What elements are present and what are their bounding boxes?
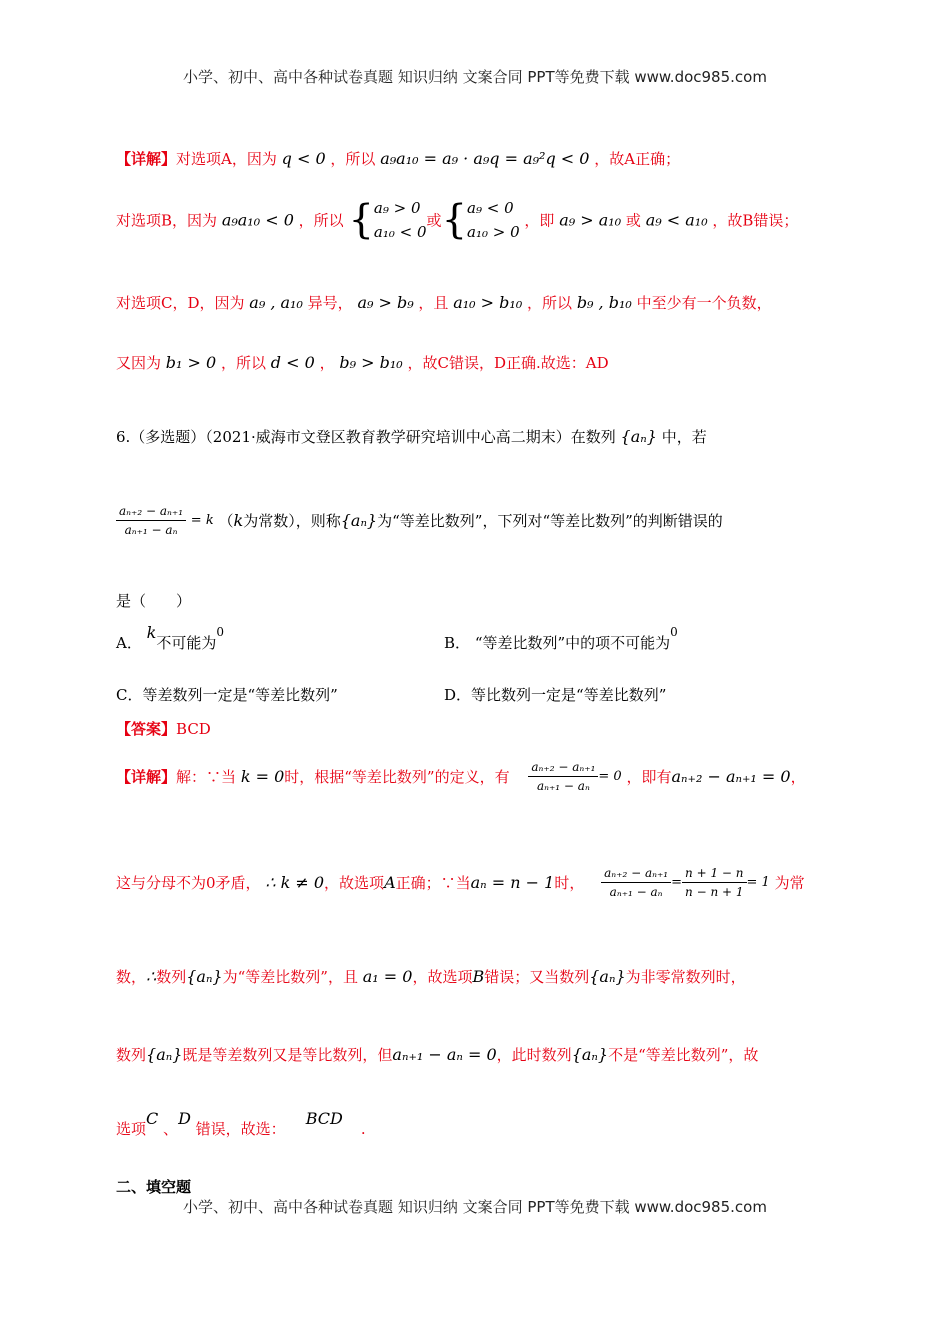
system-1: a₉ > 0 a₁₀ < 0: [373, 199, 427, 241]
text: 对选项B，因为: [116, 211, 218, 230]
text: 正确；∵当: [395, 874, 471, 892]
math: {aₙ}: [620, 427, 657, 446]
text: 对选项C，D，因为: [116, 294, 245, 312]
q6-stem-line-2: [116, 504, 723, 537]
text: 选项: [116, 1120, 147, 1138]
text: 异号，: [307, 294, 353, 312]
fraction: $\frac{\text{aₙ₊₂ − aₙ₊₁}}{\text{aₙ₊₁ − aₙ}}$: [116, 504, 186, 537]
math: aₙ = n − 1: [470, 873, 555, 892]
q5-explain-line-4: [116, 352, 609, 373]
text: 或: [625, 211, 641, 230]
math: q < 0: [281, 149, 326, 168]
math: b₉ , b₁₀: [576, 293, 632, 312]
math: D: [178, 1109, 191, 1128]
text: 为常数），则称: [243, 512, 341, 530]
text: .: [360, 1120, 366, 1138]
text: 既是等差数列又是等比数列，但: [182, 1046, 393, 1064]
text: 为非零常数列时，: [625, 968, 746, 986]
text: 、: [163, 1120, 179, 1138]
text: 6.（多选题）（2021·威海市文登区教育教学研究培训中心高二期末）在数列: [116, 428, 616, 446]
math: A: [384, 873, 396, 892]
option-label: C．: [116, 686, 143, 704]
math: ∴: [146, 967, 157, 986]
math: k = 0: [240, 767, 285, 786]
math: =: [671, 875, 683, 890]
math: k: [146, 623, 157, 642]
text: ，故A正确；: [594, 150, 681, 168]
text: 或: [426, 211, 442, 230]
q6-explain-line-3: [116, 966, 746, 987]
text: ，此时数列: [496, 1046, 572, 1064]
option-b: [444, 625, 678, 653]
q5-explain-line-1: [116, 148, 680, 169]
option-label: A．: [116, 634, 142, 652]
text: 时，: [554, 874, 585, 892]
answer-value: BCD: [176, 720, 211, 738]
text: “等差比数列”中的项不可能为: [474, 634, 671, 652]
text: （: [218, 512, 234, 530]
option-label: B．: [444, 634, 471, 652]
system-2: a₉ < 0 a₁₀ > 0: [467, 199, 520, 241]
math: a₁₀ > b₁₀: [453, 293, 523, 312]
math: aₙ₊₂ − aₙ₊₁ = 0: [671, 767, 791, 786]
q6-stem-line-3: 是（ ）: [116, 592, 192, 610]
text: 为“等差比数列”，下列对“等差比数列”的判断错误的: [377, 512, 723, 530]
text: 中至少有一个负数，: [636, 294, 772, 312]
text: 这与分母不为0矛盾，: [116, 874, 261, 892]
option-a: [116, 623, 224, 653]
text: ，即: [524, 211, 555, 230]
option-d: [444, 684, 666, 705]
text: ，即有: [626, 768, 672, 786]
math: C: [146, 1109, 159, 1128]
text: ，所以: [527, 294, 573, 312]
text: ，故C错误，D正确.故选：AD: [407, 354, 609, 372]
math: B: [472, 967, 485, 986]
option-label: D．: [444, 686, 472, 704]
fraction: $\frac{n + 1 - n}{n - n + 1}$: [682, 866, 746, 899]
math: b₉ > b₁₀: [339, 353, 403, 372]
text: 等比数列一定是“等差比数列”: [471, 686, 667, 704]
q6-explain-line-2: [116, 866, 805, 899]
text: 错误；又当数列: [484, 968, 590, 986]
math: {aₙ}: [340, 511, 378, 530]
math: a₉a₁₀ = a₉ · a₉q = a₉²q < 0: [380, 149, 590, 168]
text: ，所以: [298, 211, 344, 230]
math: b₁ > 0: [165, 353, 217, 372]
text: 解：∵当: [176, 768, 237, 786]
math: d < 0: [270, 353, 315, 372]
math: {aₙ}: [146, 1045, 183, 1064]
text: 又因为: [116, 354, 162, 372]
answer-tag: 【答案】: [116, 720, 177, 738]
text: ，故选项: [324, 874, 385, 892]
explain-tag: 【详解】: [116, 768, 177, 786]
fraction: $\frac{\text{aₙ₊₂ − aₙ₊₁}}{\text{aₙ₊₁ − aₙ}}$: [601, 866, 671, 899]
math: {aₙ}: [571, 1045, 609, 1064]
math: BCD: [305, 1109, 343, 1128]
math: 0: [216, 625, 224, 639]
math: a₉ > b₉: [357, 293, 414, 312]
math: 0: [670, 625, 678, 639]
explain-tag: 【详解】: [116, 150, 177, 168]
text: 数，: [116, 968, 147, 986]
math: a₉a₁₀ < 0: [221, 210, 294, 230]
q5-explain-line-2: [116, 196, 798, 244]
text: 等差数列一定是“等差比数列”: [142, 686, 338, 704]
text: 时，根据“等差比数列”的定义，有: [284, 768, 510, 786]
text: ，: [790, 768, 806, 786]
math: a₉ < a₁₀: [645, 210, 708, 230]
text: 不是“等差比数列”，故: [608, 1046, 759, 1064]
text: ，故B错误；: [712, 211, 799, 230]
text: 错误，故选：: [195, 1120, 286, 1138]
text: 数列: [116, 1046, 147, 1064]
math: ∴ k ≠ 0: [265, 873, 325, 892]
math: k: [233, 511, 244, 530]
text: ，故选项: [412, 968, 473, 986]
text: 对选项A，因为: [176, 150, 277, 168]
left-brace-icon: {: [348, 197, 374, 243]
math: = k: [190, 513, 214, 528]
text: 不可能为: [156, 634, 217, 652]
q5-explain-line-3: [116, 292, 772, 313]
q6-stem-line-1: [116, 426, 707, 447]
math: a₉ , a₁₀: [249, 293, 303, 312]
left-brace-icon: {: [441, 197, 468, 243]
q6-explain-line-1: [116, 760, 806, 793]
text: 数列: [156, 968, 187, 986]
text: ，所以: [330, 150, 376, 168]
q6-explain-line-5: [116, 1109, 366, 1139]
math: {aₙ}: [589, 967, 626, 986]
math: {aₙ}: [186, 967, 223, 986]
q6-answer: [116, 718, 211, 739]
math: = 1: [746, 875, 770, 890]
fraction: $\frac{\text{aₙ₊₂ − aₙ₊₁}}{\text{aₙ₊₁ − aₙ}}$: [528, 760, 598, 793]
text: ，且: [418, 294, 449, 312]
math: = 0: [598, 769, 622, 784]
math: aₙ₊₁ − aₙ = 0: [392, 1045, 497, 1064]
text: 中，若: [661, 428, 707, 446]
q6-explain-line-4: [116, 1044, 758, 1065]
text: 为“等差比数列”，且: [222, 968, 358, 986]
option-c: [116, 684, 338, 705]
page-header: 小学、初中、高中各种试卷真题 知识归纳 文案合同 PPT等免费下载 www.doc985.com: [183, 68, 767, 86]
text: ，所以: [221, 354, 267, 372]
page-footer: 小学、初中、高中各种试卷真题 知识归纳 文案合同 PPT等免费下载 www.doc985.com: [183, 1198, 767, 1216]
text: ，: [319, 354, 335, 372]
section-title: 二、填空题: [116, 1178, 192, 1196]
text: 为常: [774, 874, 805, 892]
math: a₉ > a₁₀: [559, 210, 622, 230]
math: a₁ = 0: [362, 967, 413, 986]
